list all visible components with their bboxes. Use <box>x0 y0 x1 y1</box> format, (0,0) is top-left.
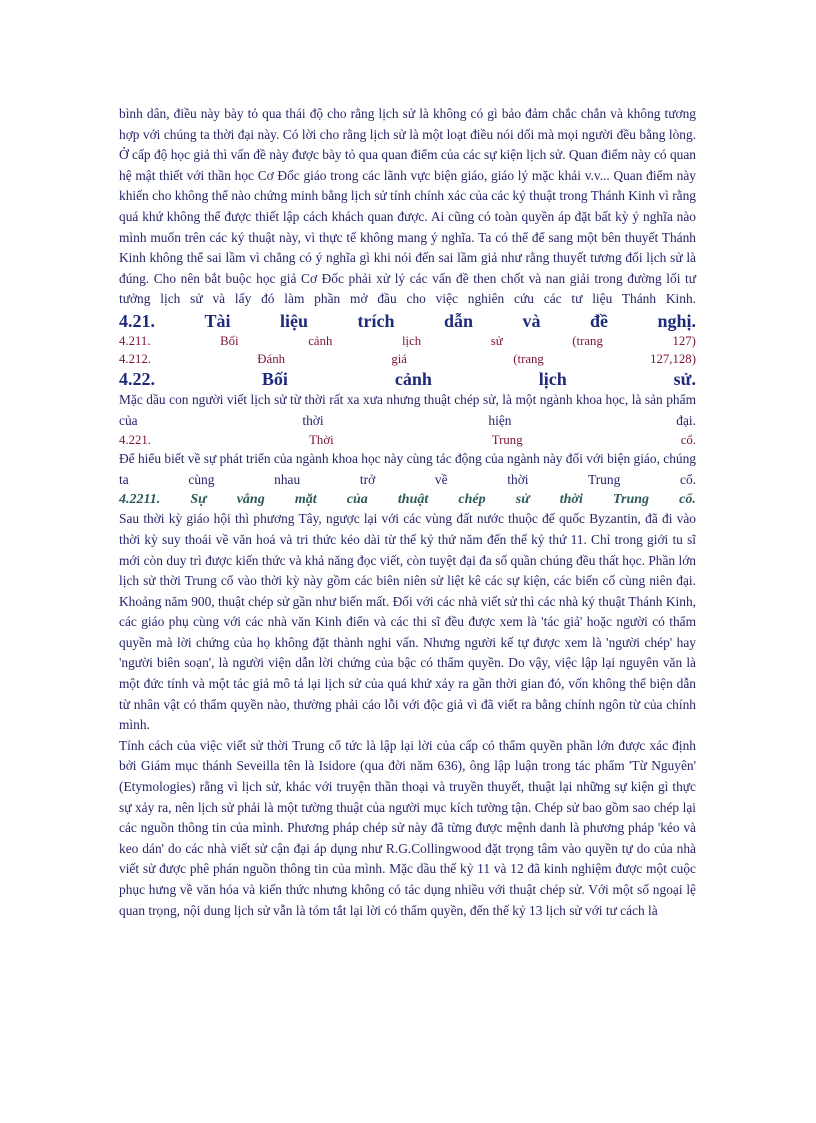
heading-4-21: 4.21. Tài liệu trích dẫn và đề nghị. <box>119 310 696 331</box>
paragraph-historical-relativism: bình dân, điều này bày tỏ qua thái độ cho rằng lịch sử là không có gì bảo đảm chắc chắn và không tương hợp với chúng ta thời đại này. Có lời cho rằng lịch sử là một loạt điều nói dối mà mọi người đều bằng lòng. Ở cấp độ học giả thì vấn đề này được bày tỏ qua quan điểm của các sự kiện lịch sử. Quan điểm này có quan hệ mật thiết với thần học Cơ Đốc giáo trong các lãnh vực biện giáo, giáo lý mặc khải v.v... Quan điểm này khiến cho không thể nào chứng minh bằng lịch sử tính chính xác của các ký thuật trong Thánh Kinh vì rằng quá khứ không thể được thiết lập cách khách quan được. Ai cũng có toàn quyền áp đặt bất kỳ ý nghĩa nào mình muốn trên các ký thuật này, vì thực tế không mang ý nghĩa. Ta có thể để sang một bên thuyết Thánh Kinh không thể sai lầm vì chẳng có ý nghĩa gì khi nói đến sai lầm giả như rằng thuyết tương đối lịch sử là đúng. Cho nên bắt buộc học giả Cơ Đốc phải xử lý các vấn đề then chốt và nan giải trong đường lối tư tưởng lịch sử và lấy đó làm phần mở đầu cho việc nghiên cứu các tư liệu Thánh Kinh. <box>119 106 696 307</box>
paragraph-isidore-method: Tính cách của việc viết sử thời Trung cổ tức là lập lại lời của cấp có thẩm quyền phần lớn được xác định bởi Giám mục thánh Seveilla tên là Isidore (qua đời năm 636), ông lập luận trong tác phẩm 'Từ Nguyên' (Etymologies) rằng vì lịch sử, khác với truyện thần thoại và truyền thuyết, thuật lại những sự kiện gì thực sự xảy ra, nên lịch sử phải là một tường thuật của người mục kích tường tận. Chép sử bao gồm sao chép lại các nguồn thông tin của mình. Phương pháp chép sử này đã từng được mệnh danh là phương pháp 'kéo và keo dán' do các nhà viết sử cận đại áp dụng như R.G.Collingwood đặt trọng tâm vào quyền tự do của nhà viết sử được phê phán nguồn thông tin của mình. Mặc dầu thế kỷ 11 và 12 đã kinh nghiệm được một cuộc phục hưng về văn hóa và kiến thức nhưng không có tác dụng nhiều với thuật chép sử. Với một số ngoại lệ quan trọng, nội dung lịch sử vẫn là tóm tắt lại lời có thẩm quyền, đến thế kỷ 13 lịch sử với tư cách là <box>119 737 696 918</box>
heading-4-22: 4.22. Bối cảnh lịch sử. <box>119 368 696 389</box>
paragraph-middle-ages-intro: Để hiểu biết về sự phát triển của ngành khoa học này cùng tác động của ngành này đối với biện giáo, chúng ta cùng nhau trở về thời Trung cổ. <box>119 451 696 487</box>
paragraph-historiography-modern: Mặc dầu con người viết lịch sử từ thời rất xa xưa nhưng thuật chép sử, là một ngành khoa học, là sản phẩm của thời hiện đại. <box>119 391 696 428</box>
document-page <box>119 104 696 921</box>
heading-4-212: 4.212. Đánh giá (trang 127,128) <box>119 351 696 366</box>
paragraph-western-decline: Sau thời kỳ giáo hội thì phương Tây, ngược lại với các vùng đất nước thuộc đế quốc Byzantin, đã đi vào thời kỳ suy thoái về văn hoá và tri thức kéo dài từ thế kỷ thứ năm đến thế kỷ thứ 11. Chỉ trong giới tu sĩ mới còn duy trì được kiến thức và khả năng đọc viết, còn tuyệt đại đa số quần chúng đều thất học. Phần lớn lịch sử thời Trung cổ vào thời kỳ này gồm các biên niên sử liệt kê các sự kiện, các biến cố cùng niên đại. Khoảng năm 900, thuật chép sử gần như biến mất. Đối với các nhà viết sử thì các nhà ký thuật Thánh Kinh, các giáo phụ cùng với các nhà văn Kinh điển và các thi sĩ đều được xem là 'tác giả' hoặc người có thẩm quyền mà lời chứng của họ không đặt thành nghi vấn. Nhưng người kế tự được xem là 'người chép' hay 'người biên soạn', là người viện dẫn lời chứng của bậc có thẩm quyền. Do vậy, việc lập lại nguyên văn là một đức tính và một tác giả mô tả lại lịch sử của quá khứ xảy ra gần thời gian đó, vốn không thể biện dẫn từ nhân vật có thẩm quyền nào, thường phải cáo lỗi với độc giả vì đã viết ra bằng chính ngôn từ của chính mình. <box>119 511 696 733</box>
heading-4-2211: 4.2211. Sự vắng mặt của thuật chép sử thời Trung cổ. <box>119 492 696 508</box>
heading-4-221: 4.221. Thời Trung cổ. <box>119 433 696 448</box>
heading-4-211: 4.211. Bối cảnh lịch sử (trang 127) <box>119 333 696 348</box>
